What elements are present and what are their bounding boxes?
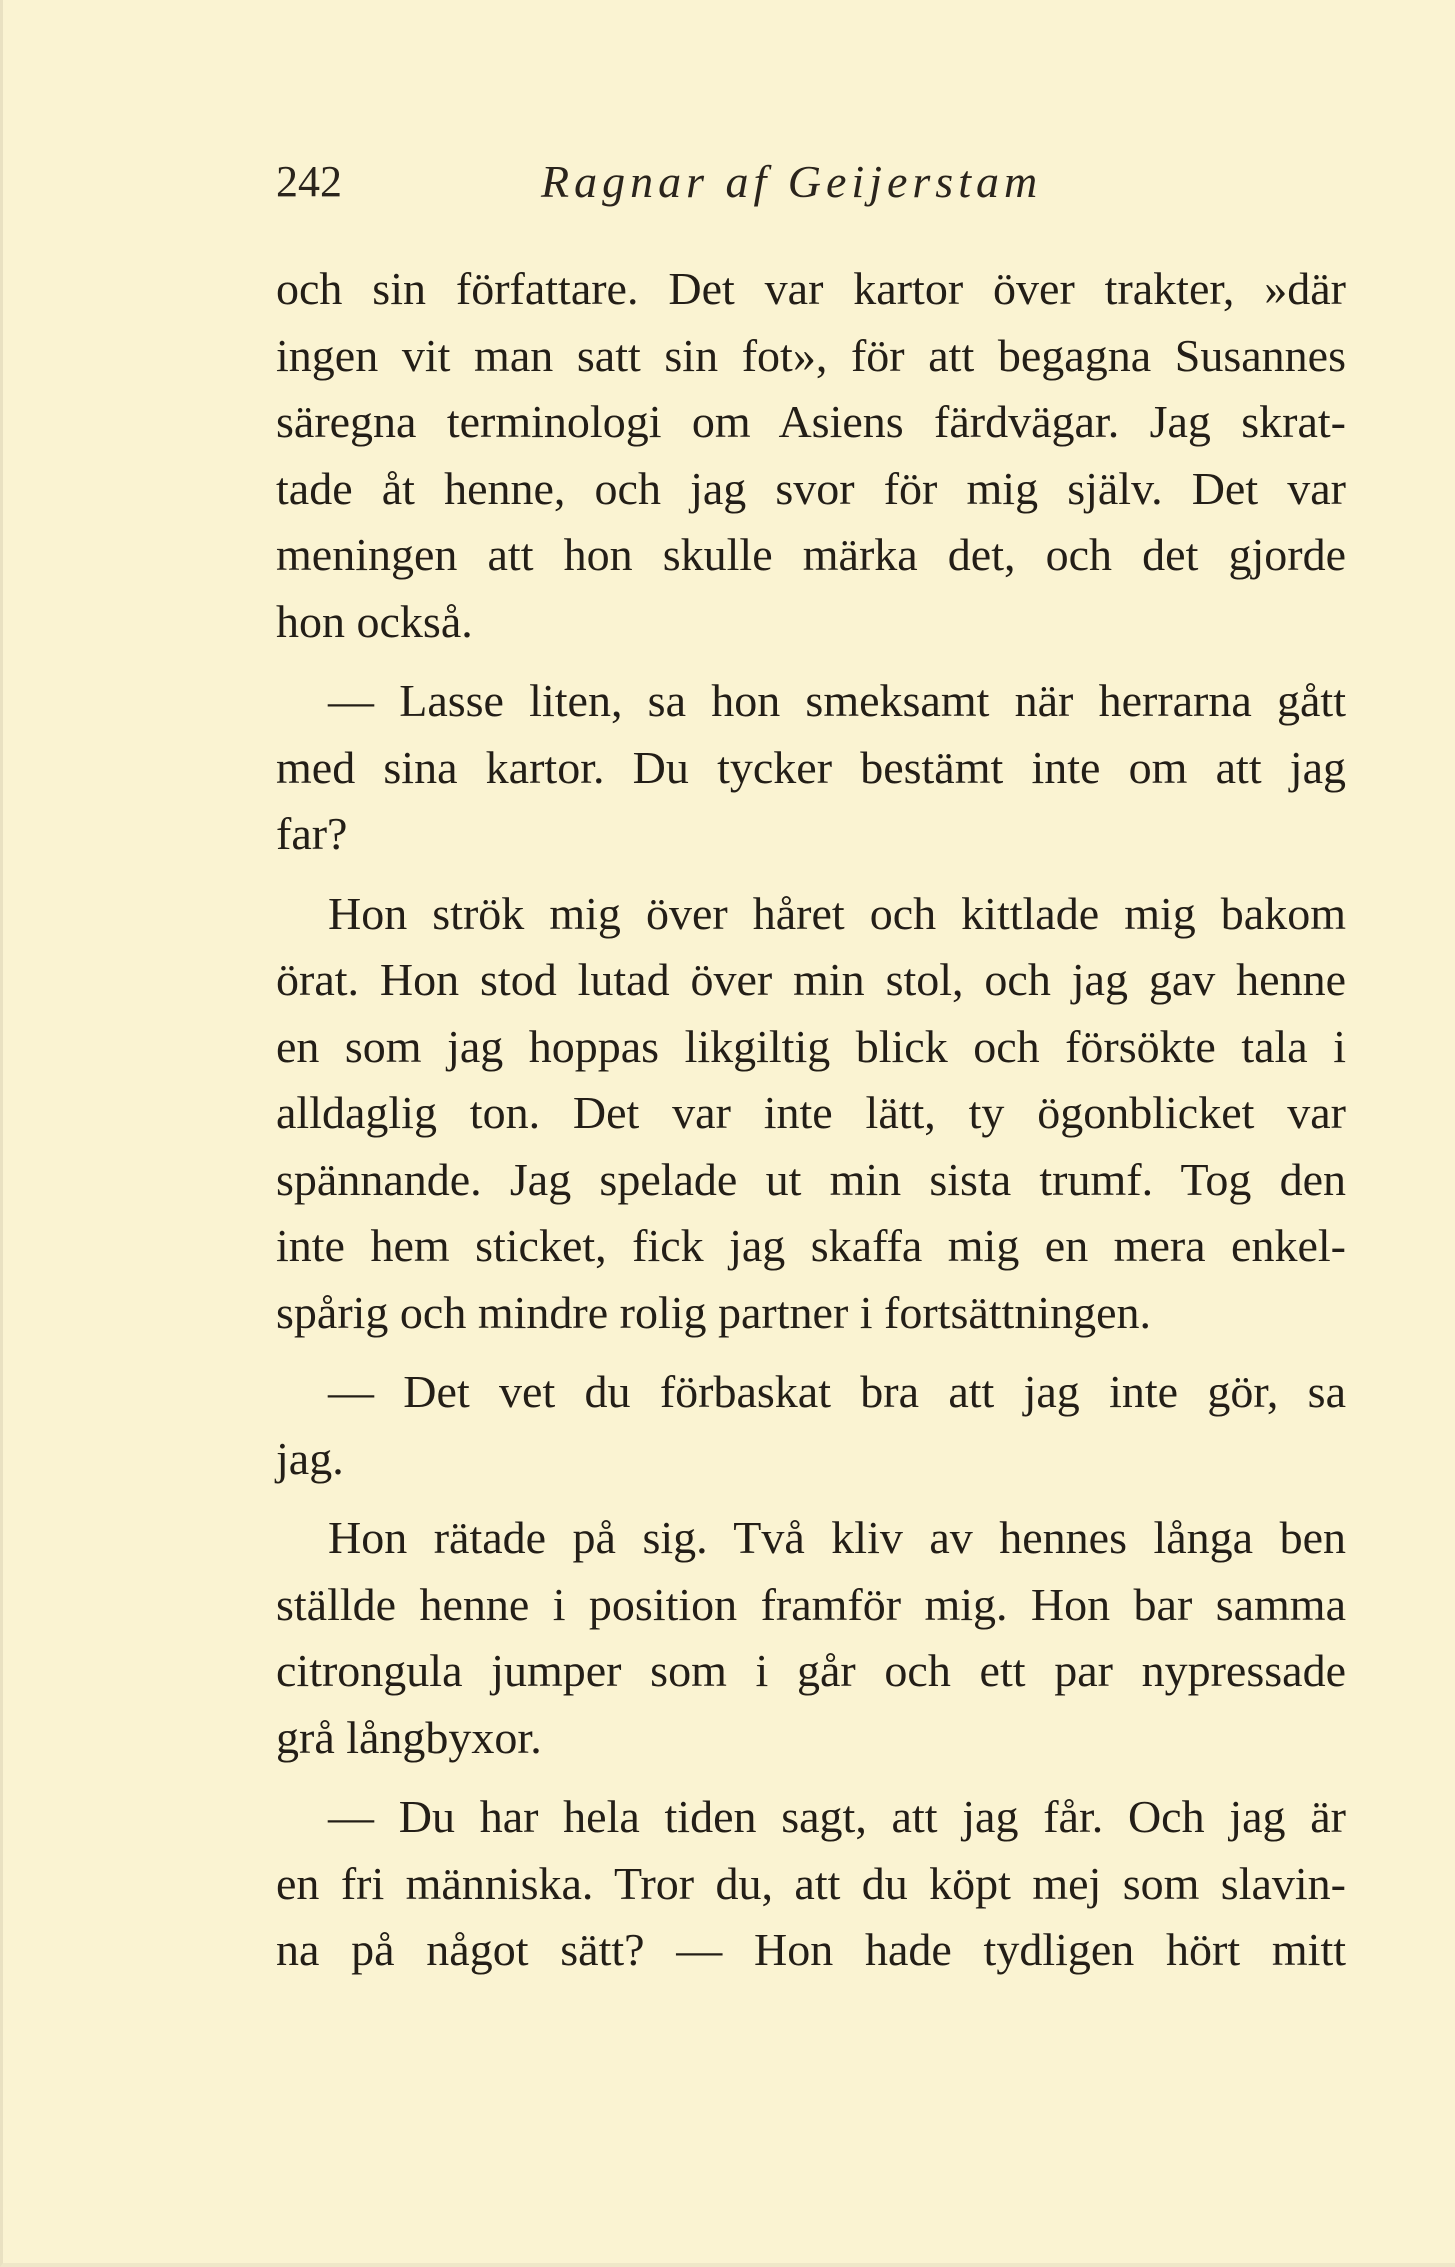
text-line: med sina kartor. Du tycker bestämt inte om att jag xyxy=(276,741,1346,793)
paragraph-gap xyxy=(276,655,1346,668)
text-line: spårig och mindre rolig partner i fortsättningen. xyxy=(276,1286,1152,1338)
text-line: spännande. Jag spelade ut min sista trumf. Tog den xyxy=(276,1153,1346,1205)
page-header xyxy=(276,152,1346,212)
text-line: inte hem sticket, fick jag skaffa mig en mera enkel- xyxy=(276,1220,1346,1271)
text-line: en som jag hoppas likgiltig blick och försökte tala i xyxy=(276,1020,1346,1072)
text-line: grå långbyxor. xyxy=(276,1711,542,1763)
text-line: ställde henne i position framför mig. Hon bar samma xyxy=(276,1578,1346,1630)
text-line: alldaglig ton. Det var inte lätt, ty ögonblicket var xyxy=(276,1087,1346,1138)
paragraph-gap xyxy=(276,1492,1346,1505)
text-line: far? xyxy=(276,808,348,859)
text-line: na på något sätt? — Hon hade tydligen hört mitt xyxy=(276,1924,1346,1975)
text-line: hon också. xyxy=(276,595,473,647)
body-text xyxy=(276,256,1346,1984)
text-line: jag. xyxy=(276,1432,344,1484)
text-line: Hon strök mig över håret och kittlade mig bakom xyxy=(328,887,1346,939)
text-line: Hon rätade på sig. Två kliv av hennes långa ben xyxy=(328,1512,1346,1563)
text-line: och sin författare. Det var kartor över trakter, »där xyxy=(276,263,1346,314)
text-line: meningen att hon skulle märka det, och det gjorde xyxy=(276,529,1346,580)
text-line: örat. Hon stod lutad över min stol, och jag gav henne xyxy=(276,954,1346,1005)
paragraph-gap xyxy=(276,868,1346,881)
text-line: — Lasse liten, sa hon smeksamt när herrarna gått xyxy=(328,675,1346,726)
text-line: — Det vet du förbaskat bra att jag inte gör, sa xyxy=(328,1366,1346,1417)
running-title: Ragnar af Geijerstam xyxy=(541,156,1043,207)
text-line: tade åt henne, och jag svor för mig själv. Det var xyxy=(276,462,1346,514)
text-line: säregna terminologi om Asiens färdvägar. Jag skrat- xyxy=(276,396,1346,447)
text-line: — Du har hela tiden sagt, att jag får. Och jag är xyxy=(328,1791,1346,1842)
page-number: 242 xyxy=(276,157,342,206)
text-line: en fri människa. Tror du, att du köpt mej som slavin- xyxy=(276,1857,1346,1909)
paragraph-gap xyxy=(276,1346,1346,1359)
text-line: ingen vit man satt sin fot», för att begagna Susannes xyxy=(276,329,1346,381)
paragraph-gap xyxy=(276,1771,1346,1784)
text-line: citrongula jumper som i går och ett par nypressade xyxy=(276,1645,1346,1696)
